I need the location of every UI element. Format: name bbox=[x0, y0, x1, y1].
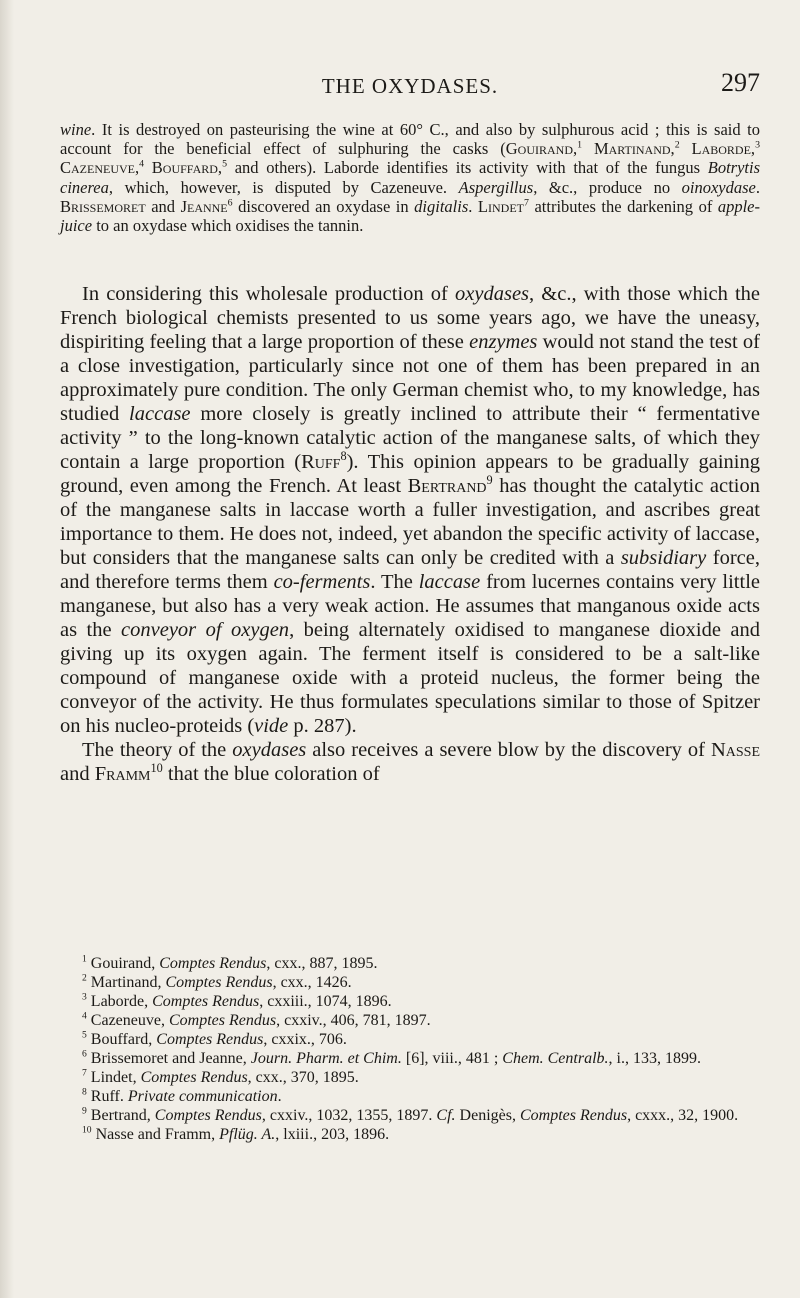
page-header bbox=[60, 68, 760, 108]
page-number: 297 bbox=[721, 68, 760, 97]
footnote: $^2$ Martinand, Comptes Rendus, cxx., 1426. bbox=[82, 972, 352, 991]
paragraph-1-text: wine. It is destroyed on pasteurising the wine at 60° C., and also by sulphurous acid ; this is said to account for the beneficial effect of sulphuring the casks (Gouirand,$^1$ Martinand,$^2$ Laborde,$^3$ Cazeneuve,$^4$ Bouffard,$^5$ and others). Laborde identifies its activity with that of the fungus Botrytis cinerea, which, however, is disputed by Cazeneuve. Aspergillus, &c., produce no oinoxydase. Brissemoret and Jeanne$^6$ discovered an oxydase in digitalis. Lindet$^7$ attributes the darkening of apple-juice to an oxydase which oxidises the tannin. bbox=[60, 120, 761, 236]
footnote: $^6$ Brissemoret and Jeanne, Journ. Pharm. et Chim. [6], viii., 481 ; Chem. Centralb., i., 133, 1899. bbox=[82, 1048, 701, 1067]
footnote: $^3$ Laborde, Comptes Rendus, cxxiii., 1074, 1896. bbox=[82, 991, 392, 1010]
footnote: $^4$ Cazeneuve, Comptes Rendus, cxxiv., 406, 781, 1897. bbox=[82, 1010, 431, 1029]
page-edge-shadow bbox=[0, 0, 14, 1298]
footnote: $^{10}$ Nasse and Framm, Pflüg. A., lxiii., 203, 1896. bbox=[82, 1124, 390, 1143]
footnote: $^9$ Bertrand, Comptes Rendus, cxxiv., 1032, 1355, 1897. Cf. Denigès, Comptes Rendus, cxxx., 32, 1900. bbox=[82, 1105, 739, 1124]
footnote: $^8$ Ruff. Private communication. bbox=[82, 1086, 282, 1105]
footnote: $^7$ Lindet, Comptes Rendus, cxx., 370, 1895. bbox=[82, 1067, 359, 1086]
running-title: THE OXYDASES. bbox=[321, 74, 499, 98]
footnotes bbox=[60, 954, 760, 1144]
footnote: $^5$ Bouffard, Comptes Rendus, cxxix., 706. bbox=[82, 1029, 347, 1048]
footnote: $^1$ Gouirand, Comptes Rendus, cxx., 887, 1895. bbox=[82, 953, 378, 972]
paragraph-wine-oxydase bbox=[60, 120, 760, 235]
paragraph-2-text: In considering this wholesale production of oxydases, &c., with those which the French biological chemists presented to us some years ago, we have the uneasy, dispiriting feeling that a large proportion of these enzymes would not stand the test of a close investigation, particularly since not one of them has been prepared in an approximately pure condition. The only German chemist who, to my knowledge, has studied laccase more closely is greatly inclined to attribute their “ fermentative activity ” to the long-known catalytic action of the manganese salts, of which they contain a large proportion (Ruff$^8$). This opinion appears to be gradually gaining ground, even among the French. At least Bertrand$^9$ has thought the catalytic action of the manganese salts in laccase worth a fuller investigation, and ascribes great importance to them. He does not, indeed, yet abandon the specific activity of laccase, but considers that the manganese salts can only be credited with a subsidiary force, and therefore terms them co-ferments. The laccase from lucernes contains very little manganese, but also has a very weak action. He assumes that manganous oxide acts as the conveyor of oxygen, being alternately oxidised to manganese dioxide and giving up its oxygen again. The ferment itself is considered to be a salt-like compound of manganese oxide with a proteid nucleus, the former being the conveyor of the activity. He thus formulates speculations similar to those of Spitzer on his nucleo-proteids (vide p. 287). bbox=[60, 283, 761, 737]
main-text-block bbox=[60, 282, 760, 786]
paragraph-3-text: The theory of the oxydases also receives a severe blow by the discovery of Nasse and Framm$^{10}$ that the blue coloration of bbox=[60, 739, 760, 785]
